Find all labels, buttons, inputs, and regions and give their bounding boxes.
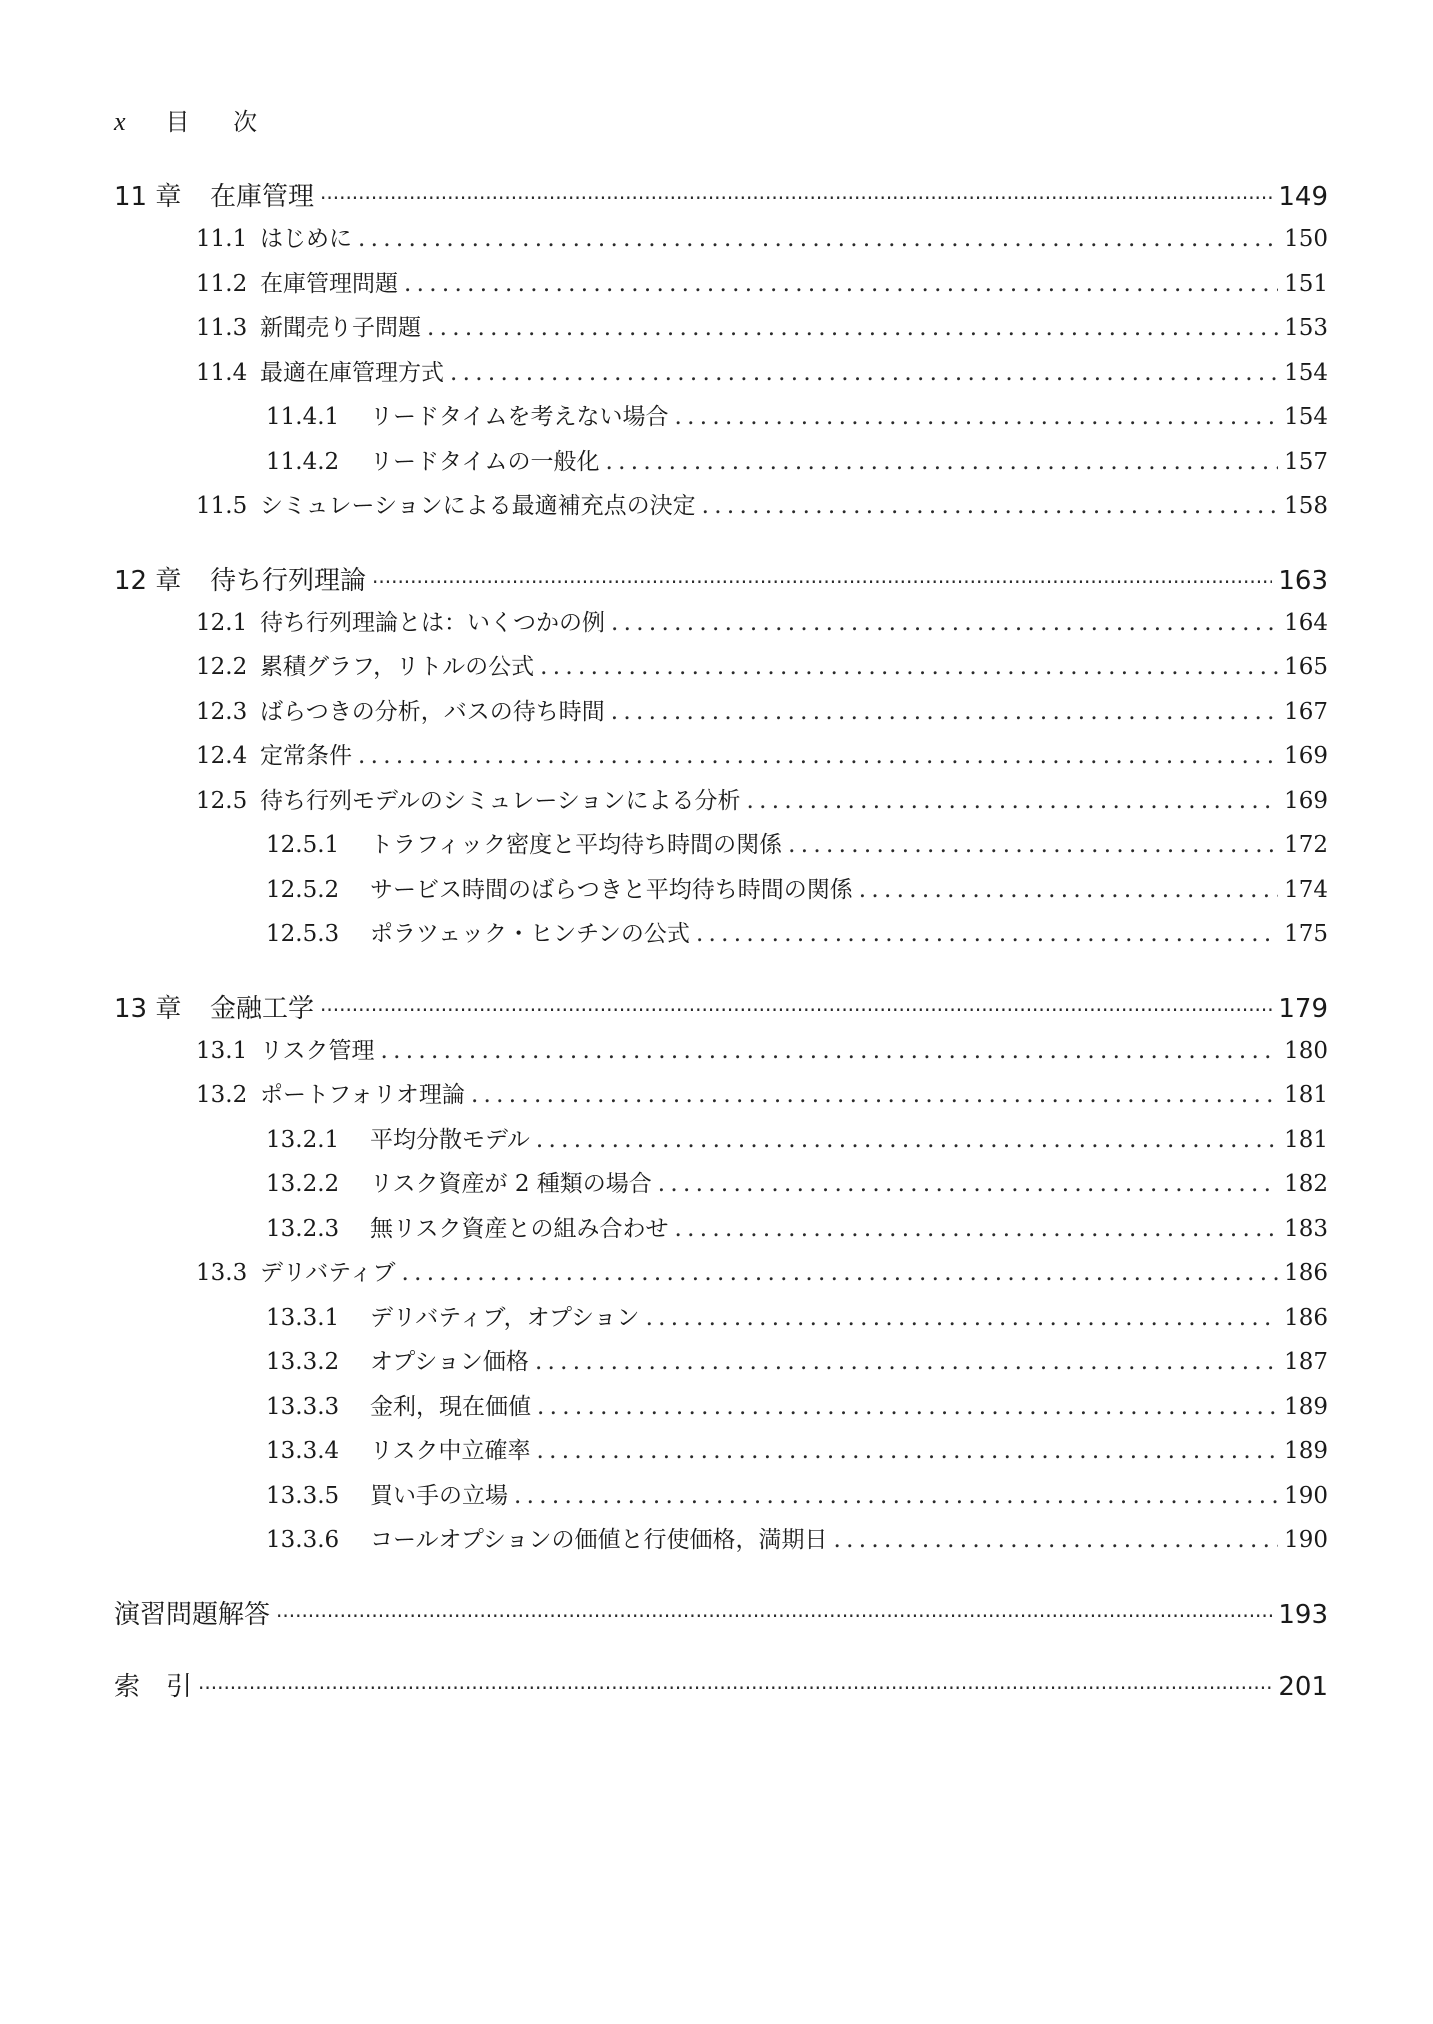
toc-entry-subsection[interactable] (114, 1388, 1328, 1433)
toc-entry-chapter[interactable] (114, 560, 1328, 604)
toc-entry-number: 12.2 (196, 654, 248, 680)
toc-entry-section[interactable] (114, 693, 1328, 738)
dot-leader (537, 1438, 1279, 1464)
dot-leader (859, 877, 1278, 903)
dot-leader (450, 360, 1278, 386)
toc-entry-section[interactable] (114, 309, 1328, 354)
toc-entry-title: 在庫管理問題 (260, 270, 398, 297)
dot-leader (404, 271, 1278, 297)
toc-entry-page: 180 (1284, 1037, 1328, 1064)
toc-entry-page: 167 (1284, 698, 1328, 725)
dot-leader (833, 1527, 1278, 1553)
toc-entry-number: 13.1 (196, 1037, 248, 1064)
dot-leader (611, 610, 1278, 636)
toc-entry-subsection[interactable] (114, 871, 1328, 916)
toc-entry-section[interactable] (114, 782, 1328, 827)
toc-entry-title: デリバティブ，オプション (370, 1304, 640, 1331)
toc-entry-page: 154 (1284, 359, 1328, 386)
dot-leader (401, 1260, 1278, 1286)
toc-entry-number: 12.1 (196, 609, 248, 636)
toc-entry-number: 12 章 (114, 565, 182, 596)
toc-entry-page: 169 (1284, 743, 1328, 769)
toc-entry-chapter[interactable] (114, 1666, 1328, 1710)
toc-entry-number: 11.4.1 (266, 404, 340, 430)
dot-leader (276, 1600, 1272, 1630)
toc-entry-number: 13 章 (114, 993, 182, 1024)
toc-entry-title: リードタイムの一般化 (370, 448, 600, 475)
dot-leader (606, 449, 1279, 475)
toc-entry-title: 買い手の立場 (370, 1482, 508, 1509)
toc-entry-title: コールオプションの価値と行使価格，満期日 (370, 1527, 828, 1553)
toc-entry-title: リードタイムを考えない場合 (370, 404, 669, 430)
toc-entry-page: 175 (1284, 921, 1328, 947)
toc-entry-title: ポートフォリオ理論 (260, 1082, 465, 1108)
toc-entry-page: 150 (1284, 226, 1328, 252)
toc-entry-section[interactable] (114, 648, 1328, 693)
toc-entry-page: 181 (1284, 1126, 1328, 1153)
table-of-contents (114, 176, 1328, 1710)
toc-entry-subsection[interactable] (114, 915, 1328, 960)
toc-entry-number: 13.2.3 (266, 1215, 340, 1242)
toc-entry-title: サービス時間のばらつきと平均待ち時間の関係 (370, 876, 853, 903)
toc-entry-number: 13.3.5 (266, 1482, 340, 1509)
toc-entry-number: 11.4.2 (266, 448, 340, 475)
toc-entry-subsection[interactable] (114, 443, 1328, 488)
toc-entry-section[interactable] (114, 487, 1328, 532)
toc-entry-number: 13.2 (196, 1082, 248, 1108)
toc-entry-number: 12.5.3 (266, 921, 340, 947)
dot-leader (788, 832, 1278, 858)
toc-entry-page: 190 (1284, 1482, 1328, 1509)
dot-leader (198, 1672, 1272, 1702)
toc-entry-chapter[interactable] (114, 988, 1328, 1032)
dot-leader (358, 743, 1278, 769)
toc-entry-page: 186 (1284, 1304, 1328, 1331)
toc-entry-subsection[interactable] (114, 1521, 1328, 1566)
dot-leader (611, 699, 1278, 725)
toc-entry-title: オプション価格 (370, 1349, 529, 1375)
toc-entry-number: 12.5.1 (266, 832, 340, 858)
toc-entry-page: 165 (1284, 654, 1328, 680)
toc-entry-title: 累積グラフ，リトルの公式 (260, 654, 535, 680)
toc-entry-chapter[interactable] (114, 176, 1328, 220)
toc-entry-subsection[interactable] (114, 826, 1328, 871)
toc-entry-title: 金利，現在価値 (370, 1393, 531, 1420)
toc-entry-page: 189 (1284, 1393, 1328, 1420)
toc-entry-page: 153 (1284, 315, 1328, 341)
toc-entry-chapter[interactable] (114, 1594, 1328, 1638)
toc-entry-number: 13.3 (196, 1260, 248, 1286)
toc-entry-title: トラフィック密度と平均待ち時間の関係 (370, 832, 783, 858)
dot-leader (514, 1483, 1278, 1509)
toc-entry-number: 12.3 (196, 698, 248, 725)
toc-entry-number: 12.4 (196, 743, 248, 769)
toc-entry-section[interactable] (114, 1076, 1328, 1121)
toc-entry-page: 151 (1284, 270, 1328, 297)
toc-entry-number: 11 章 (114, 182, 182, 212)
toc-entry-title: 待ち行列理論 (210, 565, 367, 596)
toc-entry-section[interactable] (114, 1254, 1328, 1299)
toc-entry-page: 201 (1278, 1671, 1328, 1702)
dot-leader (536, 1127, 1278, 1153)
toc-entry-page: 174 (1284, 876, 1328, 903)
toc-entry-section[interactable] (114, 1032, 1328, 1077)
toc-entry-title: 待ち行列理論とは：いくつかの例 (260, 609, 605, 636)
toc-entry-page: 149 (1278, 182, 1328, 212)
dot-leader (471, 1082, 1278, 1108)
toc-entry-number: 11.3 (196, 315, 248, 341)
toc-entry-subsection[interactable] (114, 1477, 1328, 1522)
toc-entry-title: リスク中立確率 (370, 1438, 531, 1464)
toc-entry-page: 190 (1284, 1527, 1328, 1553)
dot-leader (535, 1349, 1278, 1375)
toc-entry-page: 179 (1278, 993, 1328, 1024)
toc-entry-title: 平均分散モデル (370, 1126, 530, 1153)
dot-leader (702, 493, 1278, 519)
toc-entry-number: 11.2 (196, 270, 248, 297)
toc-entry-title: 新聞売り子問題 (260, 315, 421, 341)
toc-entry-title: 無リスク資産との組み合わせ (370, 1215, 669, 1242)
toc-entry-number: 13.3.2 (266, 1349, 340, 1375)
toc-entry-page: 187 (1284, 1349, 1328, 1375)
dot-leader (427, 315, 1278, 341)
toc-entry-subsection[interactable] (114, 1210, 1328, 1255)
toc-entry-page: 158 (1284, 493, 1328, 519)
toc-entry-title: 最適在庫管理方式 (260, 359, 444, 386)
toc-entry-title: 在庫管理 (210, 182, 315, 212)
dot-leader (675, 1216, 1279, 1242)
dot-leader (320, 182, 1272, 212)
dot-leader (658, 1171, 1278, 1197)
toc-entry-subsection[interactable] (114, 1121, 1328, 1166)
toc-entry-page: 189 (1284, 1438, 1328, 1464)
dot-leader (381, 1038, 1279, 1064)
toc-entry-number: 12.5.2 (266, 876, 340, 903)
toc-entry-title: リスク管理 (260, 1037, 375, 1064)
dot-leader (537, 1394, 1278, 1420)
dot-leader (372, 566, 1272, 596)
toc-entry-title: 金融工学 (210, 993, 315, 1024)
toc-entry-page: 163 (1278, 565, 1328, 596)
toc-entry-number: 13.3.6 (266, 1527, 340, 1553)
toc-entry-page: 186 (1284, 1260, 1328, 1286)
toc-entry-section[interactable] (114, 220, 1328, 265)
toc-entry-subsection[interactable] (114, 1299, 1328, 1344)
toc-entry-page: 193 (1278, 1599, 1328, 1630)
toc-entry-title: 定常条件 (260, 743, 352, 769)
dot-leader (675, 404, 1279, 430)
toc-entry-page: 169 (1284, 787, 1328, 814)
toc-entry-section[interactable] (114, 604, 1328, 649)
page-number-label: x (114, 107, 126, 136)
toc-entry-page: 164 (1284, 609, 1328, 636)
dot-leader (646, 1305, 1279, 1331)
dot-leader (320, 994, 1272, 1024)
toc-entry-page: 154 (1284, 404, 1328, 430)
toc-entry-section[interactable] (114, 354, 1328, 399)
toc-entry-section[interactable] (114, 265, 1328, 310)
toc-entry-number: 11.5 (196, 493, 248, 519)
toc-entry-number: 11.4 (196, 359, 248, 386)
toc-entry-page: 182 (1284, 1171, 1328, 1197)
toc-entry-title: 索 引 (114, 1671, 193, 1702)
dot-leader (696, 921, 1278, 947)
toc-entry-title: デリバティブ (260, 1260, 396, 1286)
page-title: 目 次 (165, 108, 276, 136)
toc-entry-subsection[interactable] (114, 398, 1328, 443)
toc-entry-title: リスク資産が 2 種類の場合 (370, 1171, 652, 1197)
toc-entry-title: 待ち行列モデルのシミュレーションによる分析 (260, 787, 741, 814)
dot-leader (746, 788, 1278, 814)
toc-entry-number: 13.3.3 (266, 1393, 340, 1420)
toc-entry-number: 12.5 (196, 787, 248, 814)
toc-entry-title: ばらつきの分析，バスの待ち時間 (260, 698, 605, 725)
toc-entry-page: 172 (1284, 832, 1328, 858)
toc-entry-subsection[interactable] (114, 1165, 1328, 1210)
dot-leader (540, 654, 1278, 680)
toc-entry-number: 13.2.1 (266, 1126, 340, 1153)
toc-entry-number: 13.3.4 (266, 1438, 340, 1464)
toc-entry-number: 11.1 (196, 226, 248, 252)
toc-entry-section[interactable] (114, 737, 1328, 782)
toc-entry-page: 157 (1284, 448, 1328, 475)
toc-entry-page: 183 (1284, 1215, 1328, 1242)
toc-entry-number: 13.3.1 (266, 1304, 340, 1331)
dot-leader (358, 226, 1278, 252)
toc-entry-page: 181 (1284, 1082, 1328, 1108)
toc-entry-title: ポラツェック・ヒンチンの公式 (370, 921, 690, 947)
running-head (114, 102, 275, 137)
toc-entry-title: シミュレーションによる最適補充点の決定 (260, 493, 696, 519)
toc-entry-subsection[interactable] (114, 1432, 1328, 1477)
toc-entry-number: 13.2.2 (266, 1171, 340, 1197)
toc-entry-title: はじめに (260, 226, 352, 252)
toc-entry-title: 演習問題解答 (114, 1599, 271, 1630)
toc-entry-subsection[interactable] (114, 1343, 1328, 1388)
